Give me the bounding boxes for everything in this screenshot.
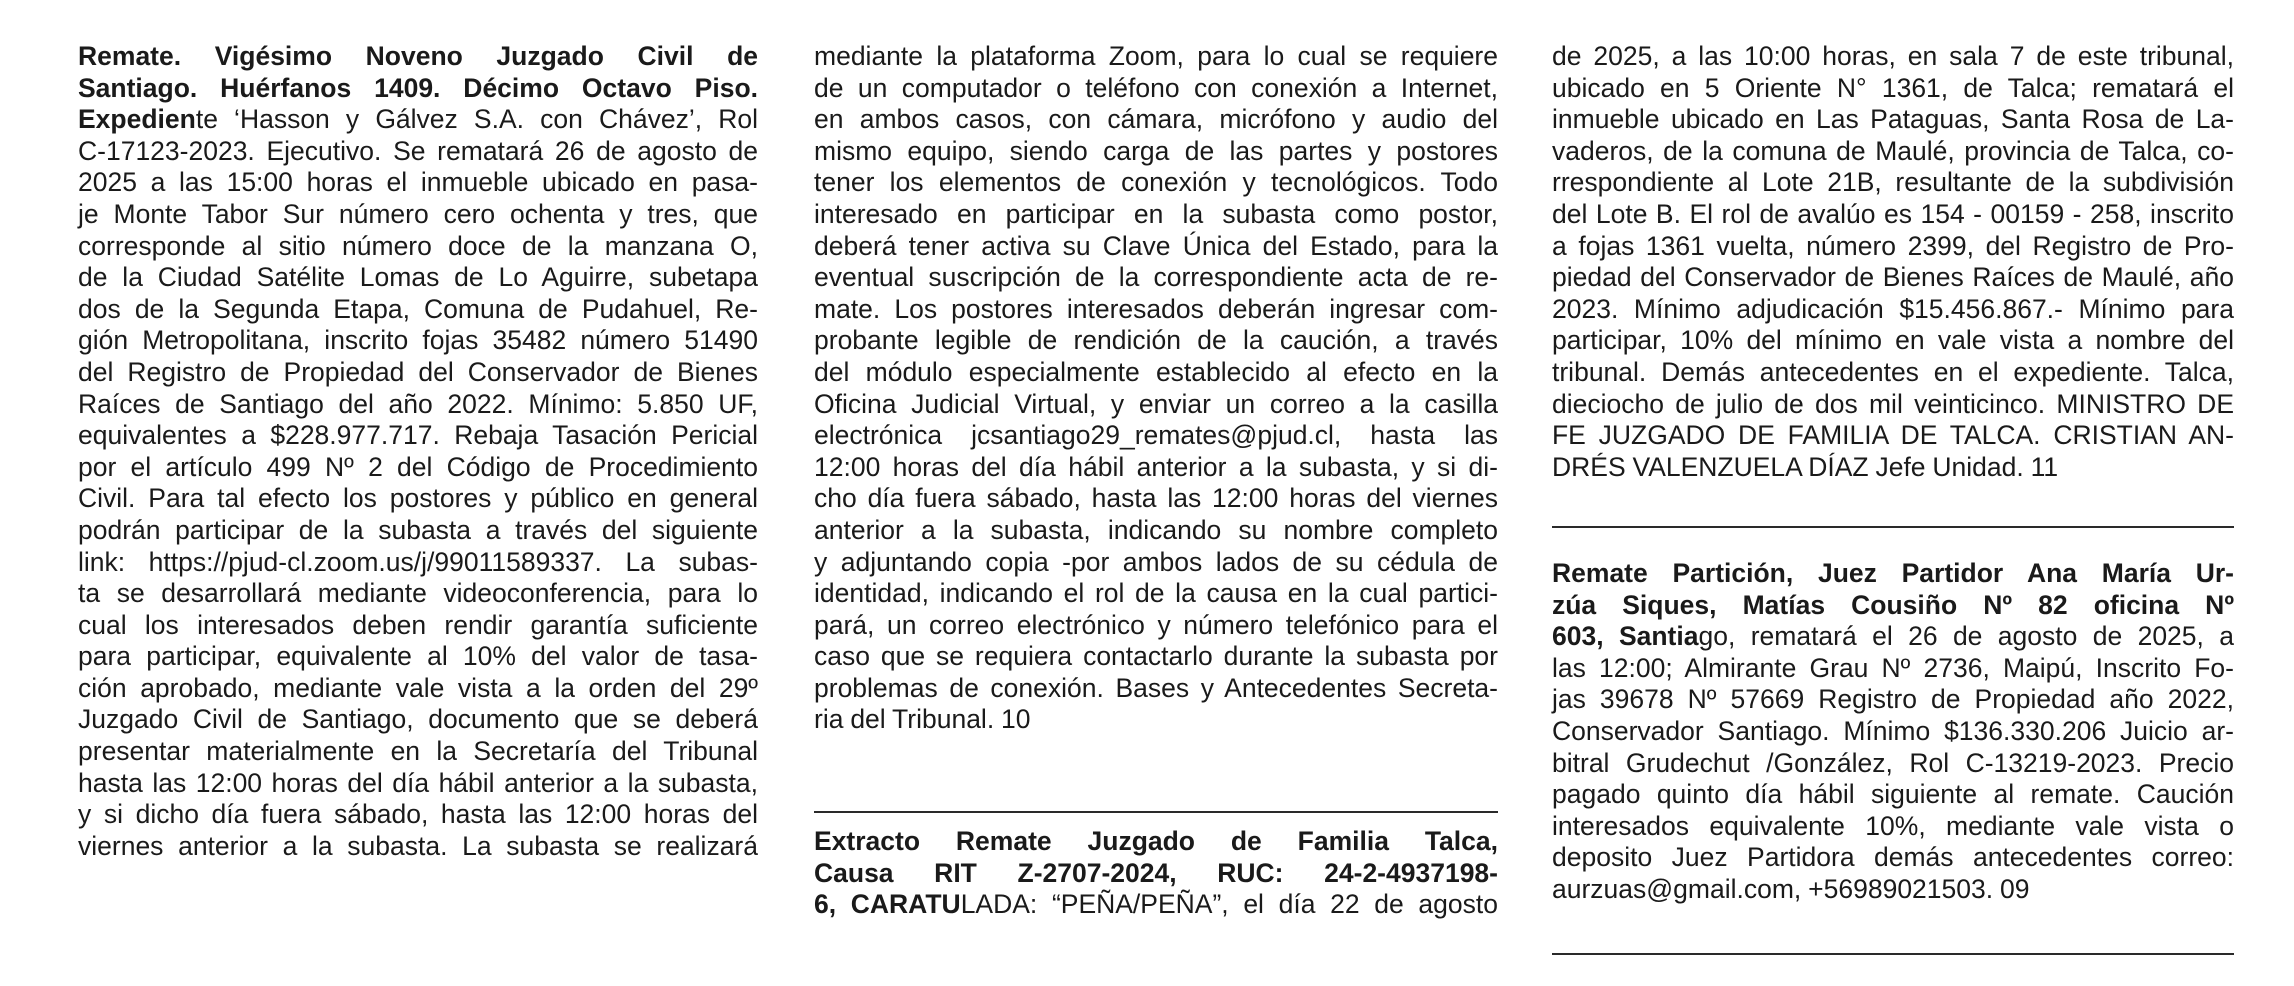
text-line — [78, 104, 758, 136]
body-text: Juzgado Civil de Santiago, documento que se deberá — [78, 704, 758, 735]
body-text: eventual suscripción de la correspondiente acta de re- — [814, 262, 1498, 293]
divider-rule — [814, 811, 1498, 813]
column-2 — [814, 41, 1498, 920]
body-text: DRÉS VALENZUELA DÍAZ Jefe Unidad. 11 — [1552, 451, 2059, 482]
text-line — [1552, 716, 2234, 748]
body-text: LADA: “PEÑA/PEÑA”, el día 22 de agosto — [960, 889, 1498, 920]
text-line — [814, 515, 1498, 547]
text-line — [1552, 420, 2234, 452]
body-text: presentar materialmente en la Secretaría del Tribunal — [78, 736, 758, 767]
text-line — [78, 736, 758, 768]
text-line — [1552, 684, 2234, 716]
text-line — [1552, 104, 2234, 136]
text-line — [1552, 357, 2234, 389]
body-text: equivalentes a $228.977.717. Rebaja Tasación Pericial — [78, 420, 758, 451]
body-text: ción aprobado, mediante vale vista a la orden del 29º — [78, 672, 758, 703]
text-line — [78, 610, 758, 642]
bold-heading-text: Santiago. Huérfanos 1409. Décimo Octavo Piso. — [78, 72, 758, 103]
text-line — [78, 136, 758, 168]
text-line — [814, 167, 1498, 199]
body-text: por el artículo 499 Nº 2 del Código de Procedimiento — [78, 451, 758, 482]
body-text: y si dicho día fuera sábado, hasta las 12:00 horas del — [78, 799, 758, 830]
body-text: y adjuntando copia -por ambos lados de su cédula de — [814, 546, 1498, 577]
body-text: ta se desarrollará mediante videoconferencia, para lo — [78, 578, 758, 609]
body-text: mismo equipo, siendo carga de las partes y postores — [814, 135, 1498, 166]
body-text: Conservador Santiago. Mínimo $136.330.206 Juicio ar- — [1552, 715, 2234, 746]
body-text: en ambos casos, con cámara, micrófono y audio del — [814, 104, 1498, 135]
text-line — [78, 515, 758, 547]
text-line — [78, 799, 758, 831]
text-line — [814, 199, 1498, 231]
text-line — [814, 231, 1498, 263]
body-text: link: https://pjud-cl.zoom.us/j/99011589337. La subas- — [78, 546, 758, 577]
text-line — [78, 231, 758, 263]
bold-heading-text: Remate. Vigésimo Noveno Juzgado Civil de — [78, 41, 758, 71]
text-line — [1552, 73, 2234, 105]
body-text: de la Ciudad Satélite Lomas de Lo Aguirre, subetapa — [78, 262, 758, 293]
notice-remate-particion — [1552, 558, 2234, 906]
body-text: tribunal. Demás antecedentes en el expediente. Talca, — [1552, 356, 2234, 387]
text-line — [814, 262, 1498, 294]
body-text: deposito Juez Partidora demás antecedentes correo: — [1552, 842, 2234, 873]
body-text: bitral Grudechut /González, Rol C-13219-2023. Precio — [1552, 747, 2234, 778]
bold-heading-text: Expedien — [78, 104, 196, 135]
text-line — [814, 389, 1498, 421]
body-text: probante legible de rendición de la caución, a través — [814, 325, 1498, 356]
text-line — [1552, 874, 2234, 906]
body-text: mediante la plataforma Zoom, para lo cual se requiere — [814, 41, 1498, 71]
body-text: aurzuas@gmail.com, +56989021503. 09 — [1552, 873, 2030, 904]
body-text: pará, un correo electrónico y número telefónico para el — [814, 609, 1498, 640]
text-line — [78, 420, 758, 452]
text-line — [1552, 653, 2234, 685]
body-text: dieciocho de julio de dos mil veinticinco. MINISTRO DE — [1552, 388, 2234, 419]
body-text: del Lote B. El rol de avalúo es 154 - 00159 - 258, inscrito — [1552, 198, 2234, 229]
text-line — [814, 104, 1498, 136]
body-text: hasta las 12:00 horas del día hábil anterior a la subasta, — [78, 767, 758, 798]
body-text: Raíces de Santiago del año 2022. Mínimo: 5.850 UF, — [78, 388, 758, 419]
text-line — [1552, 136, 2234, 168]
text-line — [1552, 779, 2234, 811]
text-line — [814, 704, 1498, 736]
text-line — [814, 889, 1498, 921]
text-line — [814, 357, 1498, 389]
text-line — [1552, 325, 2234, 357]
text-line — [814, 294, 1498, 326]
column-3 — [1552, 41, 2235, 904]
body-text: ubicado en 5 Oriente N° 1361, de Talca; rematará el — [1552, 72, 2234, 103]
bold-heading-text: Remate Partición, Juez Partidor Ana María Ur- — [1552, 558, 2234, 588]
text-line — [78, 41, 758, 73]
text-line — [78, 199, 758, 231]
text-line — [78, 704, 758, 736]
text-line — [1552, 41, 2234, 73]
divider-rule — [1552, 526, 2234, 528]
text-line — [1552, 389, 2234, 421]
body-text: podrán participar de la subasta a través del siguiente — [78, 514, 758, 545]
body-text: participar, 10% del mínimo en vale vista a nombre del — [1552, 325, 2234, 356]
bold-heading-text: 603, Santia — [1552, 621, 1699, 652]
body-text: problemas de conexión. Bases y Antecedentes Secreta- — [814, 672, 1498, 703]
text-line — [814, 420, 1498, 452]
text-line — [1552, 199, 2234, 231]
body-text: pagado quinto día hábil siguiente al remate. Caución — [1552, 779, 2234, 810]
text-line — [1552, 294, 2234, 326]
text-line — [814, 673, 1498, 705]
text-line — [814, 826, 1498, 858]
body-text: Oficina Judicial Virtual, y enviar un correo a la casilla — [814, 388, 1498, 419]
text-line — [814, 547, 1498, 579]
body-text: a fojas 1361 vuelta, número 2399, del Registro de Pro- — [1552, 230, 2234, 261]
text-line — [1552, 231, 2234, 263]
text-line — [78, 578, 758, 610]
text-line — [78, 547, 758, 579]
text-line — [1552, 811, 2234, 843]
text-line — [814, 858, 1498, 890]
bold-heading-text: Extracto Remate Juzgado de Familia Talca, — [814, 826, 1498, 856]
text-line — [814, 641, 1498, 673]
text-line — [1552, 452, 2234, 484]
body-text: de un computador o teléfono con conexión a Internet, — [814, 72, 1498, 103]
text-line — [78, 641, 758, 673]
body-text: gión Metropolitana, inscrito fojas 35482 número 51490 — [78, 325, 758, 356]
body-text: cual los interesados deben rendir garantía suficiente — [78, 609, 758, 640]
text-line — [78, 768, 758, 800]
text-line — [78, 831, 758, 863]
body-text: de 2025, a las 10:00 horas, en sala 7 de este tribunal, — [1552, 41, 2234, 71]
body-text: para participar, equivalente al 10% del valor de tasa- — [78, 641, 758, 672]
text-line — [814, 578, 1498, 610]
body-text: las 12:00; Almirante Grau Nº 2736, Maipú, Inscrito Fo- — [1552, 652, 2234, 683]
body-text: caso que se requiera contactarlo durante la subasta por — [814, 641, 1498, 672]
notice-extracto-remate-talca — [814, 826, 1498, 921]
divider-rule — [1552, 953, 2234, 955]
text-line — [814, 73, 1498, 105]
text-line — [814, 136, 1498, 168]
text-line — [814, 325, 1498, 357]
bold-heading-text: 6, CARATU — [814, 889, 961, 920]
text-line — [78, 73, 758, 105]
text-line — [78, 357, 758, 389]
text-line — [78, 325, 758, 357]
body-text: C-17123-2023. Ejecutivo. Se rematará 26 de agosto de — [78, 135, 758, 166]
body-text: interesado en participar en la subasta como postor, — [814, 198, 1498, 229]
body-text: del módulo especialmente establecido al efecto en la — [814, 356, 1498, 387]
body-text: interesados equivalente 10%, mediante vale vista o — [1552, 810, 2234, 841]
body-text: mate. Los postores interesados deberán ingresar com- — [814, 293, 1498, 324]
body-text: tener los elementos de conexión y tecnológicos. Todo — [814, 167, 1498, 198]
body-text: piedad del Conservador de Bienes Raíces de Maulé, año — [1552, 262, 2234, 293]
text-line — [78, 483, 758, 515]
body-text: jas 39678 Nº 57669 Registro de Propiedad año 2022, — [1552, 684, 2234, 715]
body-text: electrónica jcsantiago29_remates@pjud.cl, hasta las — [814, 420, 1498, 451]
body-text: 2023. Mínimo adjudicación $15.456.867.- Mínimo para — [1552, 293, 2234, 324]
body-text: del Registro de Propiedad del Conservador de Bienes — [78, 356, 758, 387]
text-line — [78, 673, 758, 705]
body-text: vaderos, de la comuna de Maulé, provincia de Talca, co- — [1552, 135, 2234, 166]
body-text: rrespondiente al Lote 21B, resultante de la subdivisión — [1552, 167, 2234, 198]
body-text: FE JUZGADO DE FAMILIA DE TALCA. CRISTIAN AN- — [1552, 420, 2234, 451]
body-text: te ‘Hasson y Gálvez S.A. con Chávez’, Rol — [195, 104, 758, 135]
body-text: je Monte Tabor Sur número cero ochenta y tres, que — [78, 198, 758, 229]
text-line — [78, 294, 758, 326]
body-text: ria del Tribunal. 10 — [814, 704, 1031, 735]
bold-heading-text: Causa RIT Z-2707-2024, RUC: 24-2-4937198- — [814, 857, 1498, 888]
text-line — [814, 610, 1498, 642]
body-text: viernes anterior a la subasta. La subasta se realizará — [78, 830, 758, 861]
text-line — [814, 452, 1498, 484]
body-text: inmueble ubicado en Las Pataguas, Santa Rosa de La- — [1552, 104, 2234, 135]
notice-remate-vigesimo-noveno — [78, 41, 758, 862]
body-text: corresponde al sitio número doce de la manzana O, — [78, 230, 758, 261]
text-line — [1552, 590, 2234, 622]
text-line — [78, 389, 758, 421]
text-line — [1552, 558, 2234, 590]
notice-remate-vigesimo-noveno-continued — [814, 41, 1498, 736]
body-text: Civil. Para tal efecto los postores y público en general — [78, 483, 758, 514]
text-line — [78, 167, 758, 199]
notice-extracto-remate-talca-continued — [1552, 41, 2234, 483]
text-line — [1552, 262, 2234, 294]
body-text: anterior a la subasta, indicando su nombre completo — [814, 514, 1498, 545]
body-text: go, rematará el 26 de agosto de 2025, a — [1698, 621, 2235, 652]
text-line — [1552, 748, 2234, 780]
body-text: 12:00 horas del día hábil anterior a la subasta, y si di- — [814, 451, 1498, 482]
body-text: 2025 a las 15:00 horas el inmueble ubicado en pasa- — [78, 167, 758, 198]
body-text: deberá tener activa su Clave Única del Estado, para la — [814, 230, 1498, 261]
text-line — [78, 452, 758, 484]
text-line — [1552, 842, 2234, 874]
column-1 — [78, 41, 758, 862]
text-line — [1552, 167, 2234, 199]
text-line — [814, 41, 1498, 73]
bold-heading-text: zúa Siques, Matías Cousiño Nº 82 oficina Nº — [1552, 589, 2234, 620]
body-text: cho día fuera sábado, hasta las 12:00 horas del viernes — [814, 483, 1498, 514]
text-line — [78, 262, 758, 294]
text-line — [1552, 621, 2234, 653]
body-text: dos de la Segunda Etapa, Comuna de Pudahuel, Re- — [78, 293, 758, 324]
text-line — [814, 483, 1498, 515]
body-text: identidad, indicando el rol de la causa en la cual partici- — [814, 578, 1498, 609]
